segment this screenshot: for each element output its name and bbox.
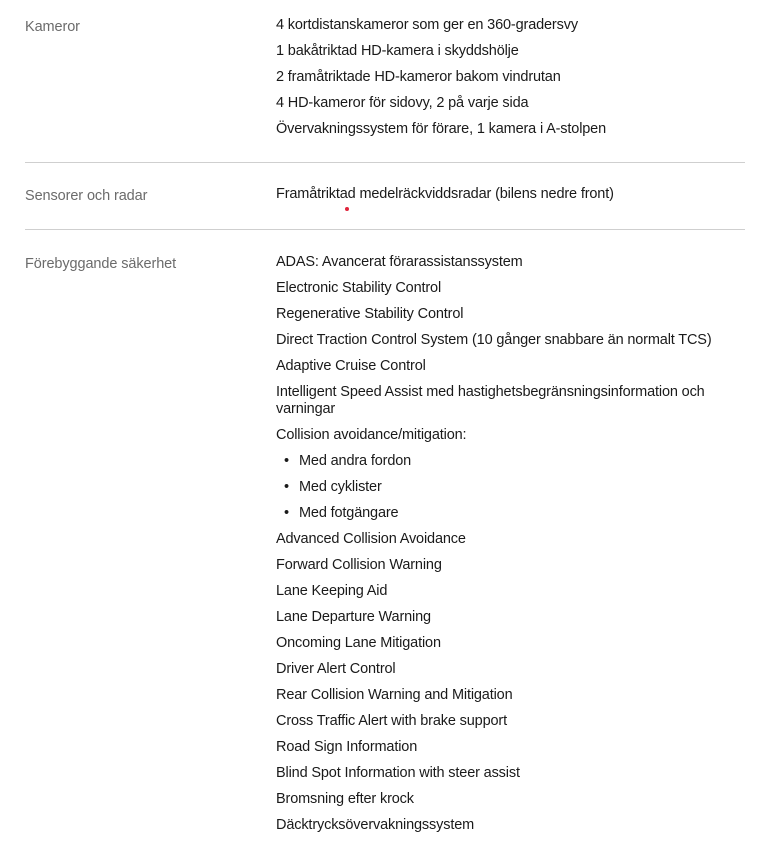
spec-item: Bromsning efter krock <box>276 791 414 807</box>
spec-item: Rear Collision Warning and Mitigation <box>276 687 513 703</box>
spec-item: Adaptive Cruise Control <box>276 358 426 374</box>
bullet-item <box>276 453 745 470</box>
bullet-text: Med andra fordon <box>299 453 412 469</box>
spec-label: Sensorer och radar <box>25 188 148 204</box>
spec-item: 4 kortdistanskameror som ger en 360-gradersvy <box>276 17 578 33</box>
spec-item: Advanced Collision Avoidance <box>276 531 466 547</box>
spec-label: Förebyggande säkerhet <box>25 256 177 272</box>
bullet-glyph: • <box>284 453 289 469</box>
spec-item: Driver Alert Control <box>276 661 396 677</box>
spec-item: Cross Traffic Alert with brake support <box>276 713 507 729</box>
spec-item: Framåtriktad medelräckviddsradar (bilens nedre front) <box>276 186 614 202</box>
spec-item: Lane Keeping Aid <box>276 583 388 599</box>
spec-item: 2 framåtriktade HD-kameror bakom vindrutan <box>276 69 561 85</box>
spec-item: 4 HD-kameror för sidovy, 2 på varje sida <box>276 95 529 111</box>
spec-item: Däcktrycksövervakningssystem <box>276 817 475 833</box>
spec-item: Oncoming Lane Mitigation <box>276 635 441 651</box>
cursor-marker-dot <box>345 207 349 211</box>
spec-item: Regenerative Stability Control <box>276 306 464 322</box>
spec-item: Blind Spot Information with steer assist <box>276 765 520 781</box>
bullet-item <box>276 479 745 496</box>
spec-item: Direct Traction Control System (10 gånger snabbare än normalt TCS) <box>276 332 712 348</box>
spec-item: Road Sign Information <box>276 739 418 755</box>
spec-item: ADAS: Avancerat förarassistanssystem <box>276 254 523 270</box>
bullet-text: Med cyklister <box>299 479 382 495</box>
spec-item: Electronic Stability Control <box>276 280 442 296</box>
bullet-glyph: • <box>284 479 289 495</box>
bullet-item <box>276 505 745 522</box>
spec-label: Kameror <box>25 19 80 35</box>
spec-item: Lane Departure Warning <box>276 609 431 625</box>
spec-values <box>276 186 745 203</box>
spec-item: Intelligent Speed Assist med hastighetsbegränsningsinformation och varningar <box>276 384 705 417</box>
spec-section-forebyggande <box>25 230 745 843</box>
spec-item: Forward Collision Warning <box>276 557 442 573</box>
spec-item: 1 bakåtriktad HD-kamera i skyddshölje <box>276 43 519 59</box>
spec-section-kameror <box>25 0 745 147</box>
bullet-glyph: • <box>284 505 289 521</box>
spec-table <box>25 0 745 843</box>
spec-values <box>276 17 745 147</box>
spec-section-sensorer <box>25 163 745 206</box>
spec-values <box>276 254 745 843</box>
spec-item: Collision avoidance/mitigation: <box>276 427 467 443</box>
spec-item: Övervakningssystem för förare, 1 kamera i A-stolpen <box>276 121 607 137</box>
bullet-text: Med fotgängare <box>299 505 399 521</box>
